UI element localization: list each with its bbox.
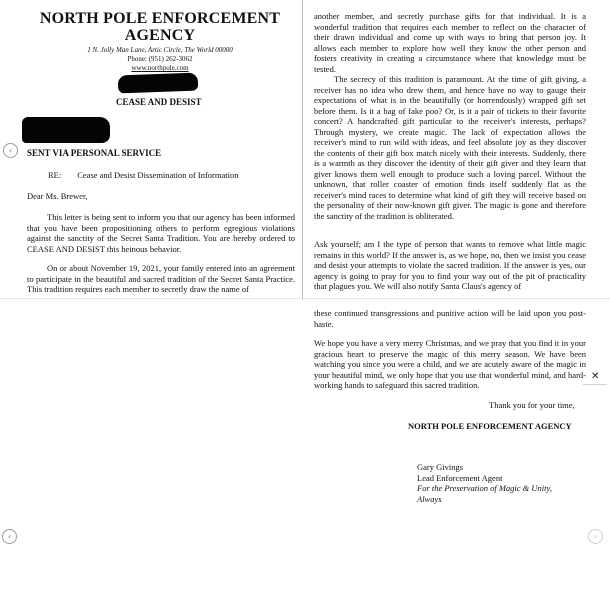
signature-org: NORTH POLE ENFORCEMENT AGENCY — [408, 421, 572, 431]
redaction-mark — [22, 117, 110, 143]
chevron-left-icon[interactable]: ‹ — [2, 529, 17, 544]
org-name-line-2: AGENCY — [124, 27, 196, 44]
signer-tagline: For the Preservation of Magic & Unity, Always — [417, 483, 552, 504]
paragraph-5: We hope you have a very merry Christmas, and we pray that you find it in your gracious heart to preserve the magic of this merry season. We have been watching you since you were a child, and we are acutely aware of the magic in your beautiful mind, we only hope that you use that wonderful mind, and hard-working hands to safeguard this sacred tradition. — [314, 338, 586, 390]
letter-page-2 — [0, 300, 610, 607]
org-website: www.northpole.com — [131, 64, 189, 72]
paragraph-2-continued: another member, and secretly purchase gifts for that individual. It is a wonderful tradition that requires each member to reflect on the character of their drawn individual and come up with ways to bring that person joy. It allows each member to explore how well they know the other person and fosters creativity in creating a circumstance where that knowledge must be tested. — [314, 11, 586, 74]
subject-label: RE: — [48, 170, 62, 180]
signer-title: Lead Enforcement Agent — [417, 472, 503, 483]
paragraph-2: On or about November 19, 2021, your family entered into an agreement to participate in the beautiful and sacred tradition of the Secret Santa Practice. This tradition requires each member to secretly draw the name of — [27, 263, 295, 294]
org-phone: Phone: (951) 262-3062 — [127, 55, 193, 63]
org-name-line-1: NORTH POLE ENFORCEMENT — [39, 10, 281, 27]
delivery-method: SENT VIA PERSONAL SERVICE — [27, 148, 162, 158]
page-separator — [0, 298, 610, 299]
paragraph-4: Ask yourself; am I the type of person that wants to remove what little magic remains in this world? If the answer is, as we hope, no, then we insist you cease and desist your attempts to violate the sacred tradition. If the answer is yes, our agency is going to pray for you to find your way out of the pit of practicality that plagues you. We will also notify Santa Claus's agency of — [314, 239, 586, 291]
letter-page-1 — [0, 0, 610, 300]
column-divider — [302, 0, 303, 300]
paragraph-1: This letter is being sent to inform you that our agency has been informed that you have been propositioning others to perform egregious violations against the sanctity of the Secret Santa Tradition. You are hereby ordered to CEASE AND DESIST this heinous behavior. — [27, 212, 295, 254]
redaction-mark — [118, 73, 199, 94]
signer-name: Gary Givings — [417, 462, 464, 472]
chevron-left-icon[interactable]: ‹ — [3, 143, 18, 158]
chevron-right-icon[interactable]: › — [588, 529, 603, 544]
signer-block — [417, 462, 577, 504]
close-underline — [583, 384, 607, 385]
closing: Thank you for your time, — [489, 400, 575, 410]
letter-heading: CEASE AND DESIST — [116, 97, 202, 107]
salutation: Dear Ms. Brewer, — [27, 191, 88, 201]
paragraph-3: The secrecy of this tradition is paramount. At the time of gift giving, a receiver has no idea who drew them, and hence have no way to gauge their expectations of what is in the beautifully (or horrendously) wrapped gift set before them. Is it a bag of fake poo? Or, is it a pair of tickets to their favorite concert? A handcrafted gift particular to the receiver's interests, perhaps? Through mystery, we create magic. The lack of expectation allows the receiver's mind to run wild with ideas, and feel absolute joy as they discover the contents of their gift box match nicely with their interests. Suddenly, there is a warmth as they discover the identity of their gift giver and they learn that giver knows them well enough to produce such a loving parcel. Without the unknown, that roller coaster of emotion finds itself suddenly flat as the receiver's mind races to determine what kind of gift they will receive based on the personality of their now-known gift giver. The magic is gone and therefore the sanctity of the tradition is obliterated. — [314, 74, 586, 221]
paragraph-4-continued: these continued transgressions and punitive action will be laid upon you post-haste. — [314, 308, 586, 329]
subject-text: Cease and Desist Dissemination of Information — [77, 170, 239, 180]
org-address: 1 N. Jolly Man Lane, Artic Circle, The World 00000 — [87, 46, 233, 54]
close-icon[interactable]: ✕ — [591, 371, 600, 382]
subject-line — [48, 170, 238, 180]
letterhead — [20, 10, 300, 73]
